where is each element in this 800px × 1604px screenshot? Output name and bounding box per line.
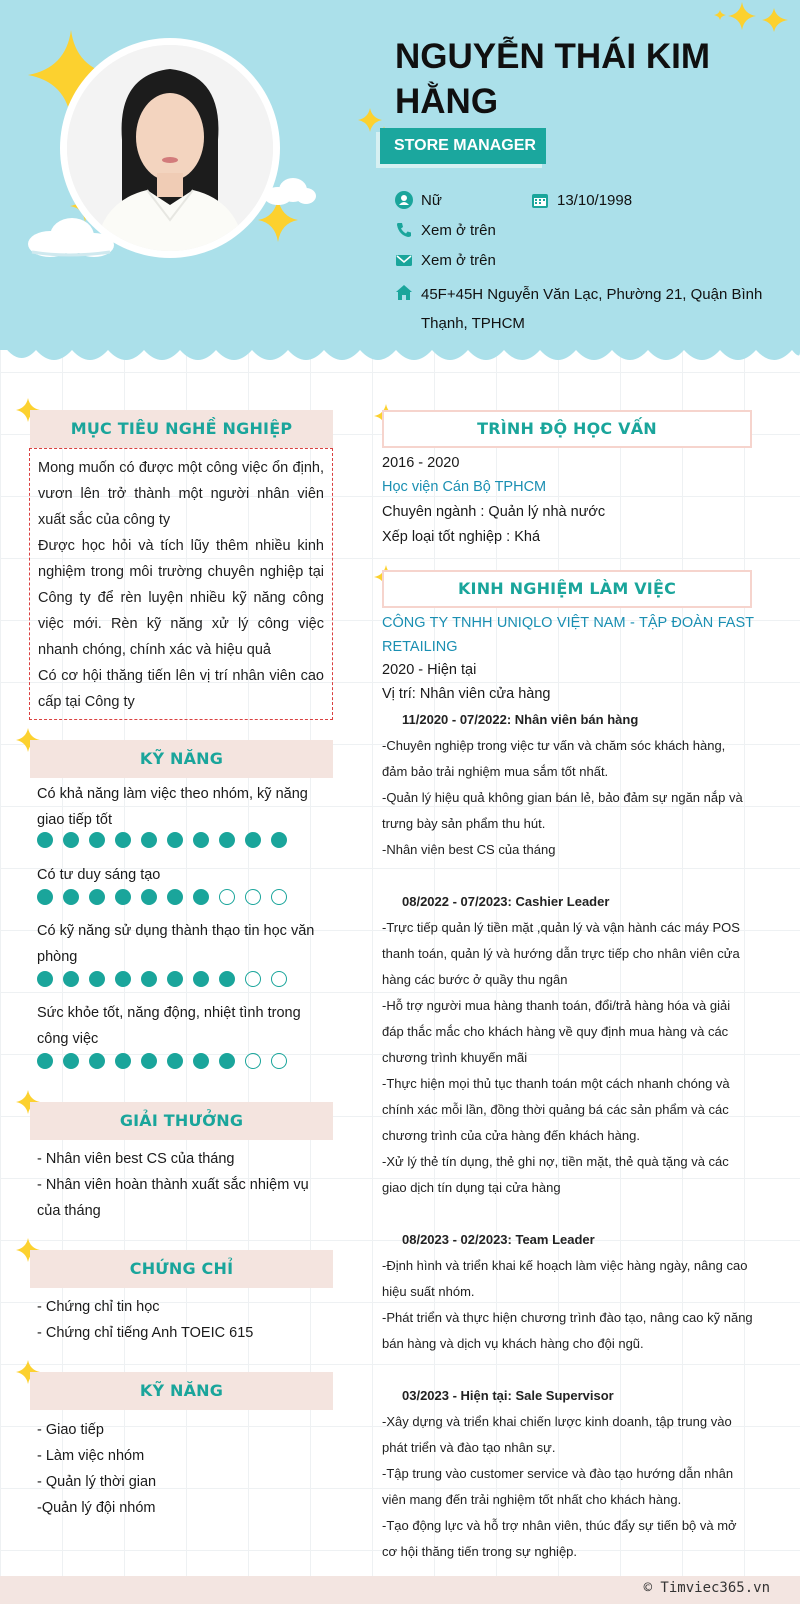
rating-dot-filled <box>63 1053 79 1069</box>
rating-dot-filled <box>37 832 53 848</box>
objective-paragraph: Có cơ hội thăng tiến lên vị trí nhân viên cao cấp tại Công ty <box>38 668 324 710</box>
rating-dot-empty <box>271 1053 287 1069</box>
soft-skill-item: - Quản lý thời gian <box>37 1474 157 1490</box>
objective-paragraph: Mong muốn có được một công việc ổn định, vươn lên trở thành một người nhân viên xuất sắc của công ty <box>38 460 324 528</box>
role-duty: -Thực hiện mọi thủ tục thanh toán một cách nhanh chóng và chính xác mỗi lần, đồng thời quảng bá các sản phẩm và các chương trình của cửa hàng đến khách hàng. <box>382 1076 730 1143</box>
rating-dot-filled <box>167 889 183 905</box>
rating-dot-filled <box>141 832 157 848</box>
rating-dot-filled <box>115 832 131 848</box>
education-major: Chuyên ngành : Quản lý nhà nước <box>382 504 606 520</box>
award-item: - Nhân viên hoàn thành xuất sắc nhiệm vụ của tháng <box>37 1177 309 1219</box>
birthdate-value: 13/10/1998 <box>557 192 633 209</box>
role-duty: -Hỗ trợ người mua hàng thanh toán, đổi/trả hàng hóa và giải đáp thắc mắc cho khách hàng về quy định mua hàng và các chương trình khuyến mãi <box>382 998 731 1065</box>
rating-dot-filled <box>245 832 261 848</box>
skill-label: Có khả năng làm việc theo nhóm, kỹ năng giao tiếp tốt <box>37 786 308 828</box>
wave-border <box>0 340 800 370</box>
rating-dot-filled <box>193 832 209 848</box>
experience-role <box>382 889 754 1201</box>
role-duty: -Tập trung vào customer service và đào tạo hướng dẫn nhân viên mang đến trải nghiệm tốt nhất cho khách hàng. <box>382 1466 734 1507</box>
rating-dot-filled <box>141 1053 157 1069</box>
footer <box>0 1576 800 1604</box>
rating-dot-filled <box>37 971 53 987</box>
experience-role <box>382 1383 754 1565</box>
rating-dot-filled <box>271 832 287 848</box>
skill-label: Sức khỏe tốt, năng động, nhiệt tình trong công việc <box>37 1005 301 1047</box>
mail-icon <box>395 251 413 269</box>
cloud-icon <box>260 176 316 206</box>
certificate-item: - Chứng chỉ tiếng Anh TOEIC 615 <box>37 1325 254 1341</box>
experience-position: Vị trí: Nhân viên cửa hàng <box>382 686 551 702</box>
soft-skill-item: -Quản lý đội nhóm <box>37 1500 156 1516</box>
address-row <box>395 280 780 340</box>
role-heading: 08/2022 - 07/2023: Cashier Leader <box>402 894 610 909</box>
skill-rating <box>37 832 297 850</box>
education-grade: Xếp loại tốt nghiệp : Khá <box>382 529 541 545</box>
email-row <box>395 251 775 271</box>
rating-dot-filled <box>141 889 157 905</box>
rating-dot-empty <box>245 971 261 987</box>
role-duty: -Quản lý hiệu quả không gian bán lẻ, bảo đảm sự ngăn nắp và trưng bày sản phẩm thu hút. <box>382 790 743 831</box>
phone-icon <box>395 221 413 239</box>
rating-dot-filled <box>219 1053 235 1069</box>
person-icon <box>395 191 413 209</box>
skill-rating <box>37 971 297 989</box>
rating-dot-empty <box>271 971 287 987</box>
award-item: - Nhân viên best CS của tháng <box>37 1151 235 1167</box>
cloud-icon <box>20 212 116 258</box>
role-heading: 03/2023 - Hiện tại: Sale Supervisor <box>402 1388 614 1403</box>
rating-dot-filled <box>89 971 105 987</box>
soft-skill-item: - Làm việc nhóm <box>37 1448 145 1464</box>
skills-heading: KỸ NĂNG <box>30 740 333 778</box>
rating-dot-empty <box>219 889 235 905</box>
rating-dot-filled <box>63 889 79 905</box>
rating-dot-empty <box>271 889 287 905</box>
skill-label: Có kỹ năng sử dụng thành thạo tin học văn phòng <box>37 923 315 965</box>
skill-rating <box>37 1053 297 1071</box>
role-duty: -Chuyên nghiệp trong việc tư vấn và chăm sóc khách hàng, đảm bảo trải nghiệm mua sắm tốt nhất. <box>382 738 726 779</box>
rating-dot-filled <box>167 1053 183 1069</box>
experience-role <box>382 707 754 863</box>
home-icon <box>395 284 413 302</box>
gender-value: Nữ <box>421 192 442 209</box>
job-title-badge: STORE MANAGER <box>380 128 546 164</box>
candidate-name: NGUYỄN THÁI KIM HẰNG <box>395 37 710 121</box>
role-heading: 11/2020 - 07/2022: Nhân viên bán hàng <box>402 712 639 727</box>
sparkle-icon <box>712 2 790 34</box>
certificates-heading: CHỨNG CHỈ <box>30 1250 333 1288</box>
phone-row <box>395 221 775 241</box>
rating-dot-filled <box>37 1053 53 1069</box>
role-duty: -Xây dựng và triển khai chiến lược kinh doanh, tập trung vào phát triển và đào tạo nhân sự. <box>382 1414 732 1455</box>
education-heading: TRÌNH ĐỘ HỌC VẤN <box>382 410 752 448</box>
education-school: Học viện Cán Bộ TPHCM <box>382 479 547 495</box>
experience-period: 2020 - Hiện tại <box>382 662 477 678</box>
experience-role <box>382 1227 754 1357</box>
calendar-icon <box>531 191 549 209</box>
rating-dot-filled <box>193 1053 209 1069</box>
objective-paragraph: Được học hỏi và tích lũy thêm nhiều kinh nghiệm trong môi trường chuyên nghiệp tại Công ty để rèn luyện nhiều kỹ năng công việc mới. Rèn kỹ năng xử lý công việc nhanh chóng, chính xác và hiệu quả <box>38 538 324 658</box>
rating-dot-filled <box>193 971 209 987</box>
role-duty: -Định hình và triển khai kế hoạch làm việc hàng ngày, nâng cao hiệu suất nhóm. <box>382 1258 748 1299</box>
rating-dot-filled <box>115 889 131 905</box>
rating-dot-filled <box>141 971 157 987</box>
rating-dot-filled <box>219 971 235 987</box>
gender-row <box>395 191 545 211</box>
birthdate-row <box>531 191 681 211</box>
rating-dot-filled <box>115 971 131 987</box>
rating-dot-empty <box>245 1053 261 1069</box>
rating-dot-filled <box>37 889 53 905</box>
email-value: Xem ở trên <box>421 252 496 269</box>
education-period: 2016 - 2020 <box>382 455 460 471</box>
role-duty: -Xử lý thẻ tín dụng, thẻ ghi nợ, tiền mặt, thẻ quà tặng và các giao dịch tín dụng tại cửa hàng <box>382 1154 729 1195</box>
role-heading: 08/2023 - 02/2023: Team Leader <box>402 1232 595 1247</box>
rating-dot-filled <box>167 832 183 848</box>
awards-heading: GIẢI THƯỞNG <box>30 1102 333 1140</box>
soft-skill-item: - Giao tiếp <box>37 1422 104 1438</box>
rating-dot-empty <box>245 889 261 905</box>
objective-box <box>29 448 333 720</box>
rating-dot-filled <box>193 889 209 905</box>
role-duty: -Trực tiếp quản lý tiền mặt ,quản lý và vận hành các máy POS thanh toán, quản lý và hướng dẫn trực tiếp cho nhân viên cửa hàng các bước ở quầy thu ngân <box>382 920 740 987</box>
soft-skills-heading: KỸ NĂNG <box>30 1372 333 1410</box>
rating-dot-filled <box>89 889 105 905</box>
experience-heading: KINH NGHIỆM LÀM VIỆC <box>382 570 752 608</box>
footer-brand: © Timviec365.vn <box>643 1580 770 1596</box>
rating-dot-filled <box>63 832 79 848</box>
rating-dot-filled <box>89 1053 105 1069</box>
rating-dot-filled <box>167 971 183 987</box>
rating-dot-filled <box>115 1053 131 1069</box>
role-duty: -Nhân viên best CS của tháng <box>382 842 556 857</box>
rating-dot-filled <box>63 971 79 987</box>
certificate-item: - Chứng chỉ tin học <box>37 1299 160 1315</box>
role-duty: -Phát triển và thực hiện chương trình đào tạo, nâng cao kỹ năng bán hàng và dịch vụ khách hàng cho đội ngũ. <box>382 1310 753 1351</box>
rating-dot-filled <box>219 832 235 848</box>
address-value: 45F+45H Nguyễn Văn Lạc, Phường 21, Quận Bình Thạnh, TPHCM <box>421 286 763 332</box>
phone-value: Xem ở trên <box>421 222 496 239</box>
experience-company: CÔNG TY TNHH UNIQLO VIỆT NAM - TẬP ĐOÀN FAST RETAILING <box>382 615 754 655</box>
skill-label: Có tư duy sáng tạo <box>37 867 161 883</box>
role-duty: -Tạo động lực và hỗ trợ nhân viên, thúc đẩy sự tiến bộ và mở cơ hội thăng tiến trong sự nghiệp. <box>382 1518 737 1559</box>
rating-dot-filled <box>89 832 105 848</box>
objective-heading: MỤC TIÊU NGHỀ NGHIỆP <box>30 410 333 448</box>
skill-rating <box>37 889 297 907</box>
